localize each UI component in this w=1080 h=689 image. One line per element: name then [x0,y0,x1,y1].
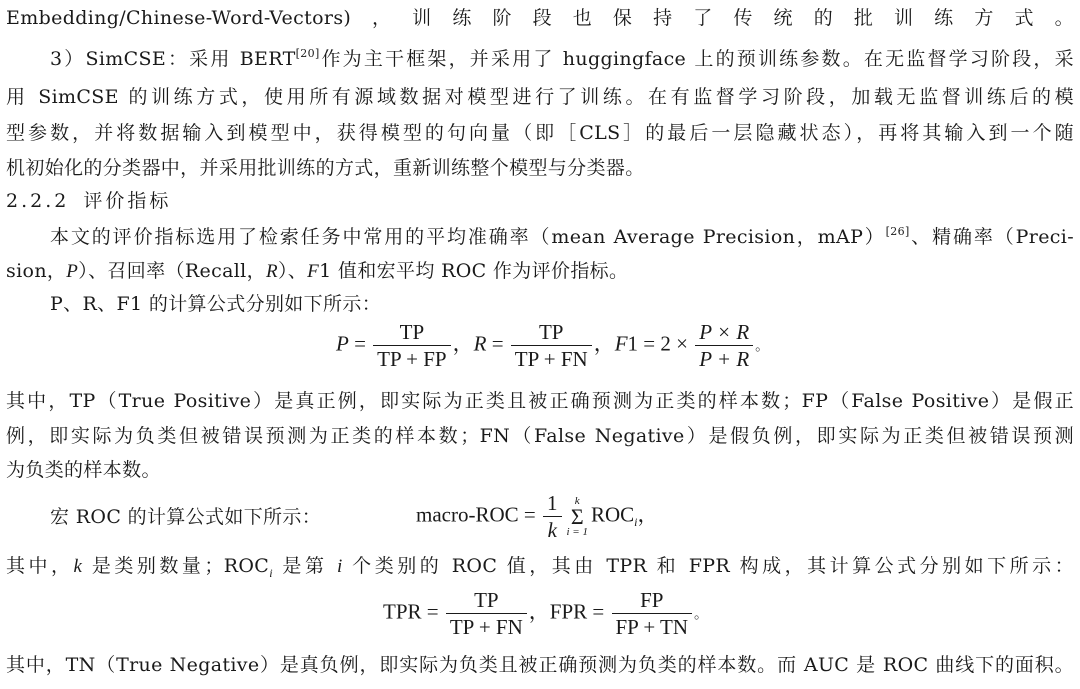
formula-period: 。 [755,339,770,355]
text-line-k-roc [6,551,1074,583]
formula-f-index: 1 [627,331,639,356]
text-fragment: 1 值和宏平均 ROC 作为评价指标。 [319,260,629,282]
formula-tpr-lhs: TPR = [383,599,444,624]
formula-f-lhs: F [614,331,628,356]
fraction-numerator: 1 [547,491,558,515]
text-line-macro-intro: 宏 ROC 的计算公式如下所示： [50,506,322,528]
text-fragment: ）、召回率（Recall， [78,260,266,282]
text-line-prf-intro: P、R、F1 的计算公式分别如下所示： [50,293,382,315]
math-subscript-i: i [269,566,273,580]
text-fragment: ）、 [277,260,308,282]
fraction-denominator: P + R [695,345,753,371]
fraction-one-over-k [543,491,562,542]
text-line-1: Embedding/Chinese-Word-Vectors)，训练阶段也保持了传统的批训练方式。 [6,7,1074,29]
text-line-5: 机初始化的分类器中，并采用批训练的方式，重新训练整个模型与分类器。 [6,157,645,179]
formula-comma: ， [593,331,615,356]
fraction-denominator: k [543,516,562,542]
formula-tpr-fpr [383,588,708,639]
citation-ref-26[interactable]: [26] [885,225,910,238]
formula-precision-recall-f1 [336,320,769,371]
text-line-tn-auc: 其中，TN（True Negative）是真负例，即实际为负类且被正确预测为负类的样本数。而 AUC 是 ROC 曲线下的面积。 [6,654,1074,676]
fraction-recall [511,320,592,371]
text-fragment: 、精确率（Preci- [909,226,1074,248]
section-title: 评价指标 [83,190,172,212]
text-line-fn: 例，即实际为负类但被错误预测为正类的样本数；FN（False Negative）是假负例，即实际为正类但被错误预测 [6,425,1074,447]
text-line-simcse [50,44,1074,74]
formula-fpr-lhs: FPR = [549,599,610,624]
fraction-fpr [612,588,693,639]
sum-lower-limit: i = 1 [566,525,588,538]
formula-macro-lhs: macro-ROC = [416,502,541,527]
formula-comma: ， [528,599,550,624]
fraction-denominator: FP + TN [612,613,693,639]
formula-p-lhs: P [336,331,349,356]
section-number: 2.2.2 [6,190,70,212]
math-symbol-k: k [73,556,83,577]
text-line-4: 型参数，并将数据输入到模型中，获得模型的句向量（即［CLS］的最后一层隐藏状态），再将其输入到一个随 [6,122,1074,144]
summation-symbol [567,496,588,538]
text-fragment: 3）SimCSE：采用 BERT [50,48,296,70]
text-fragment: 其中， [6,555,74,577]
fraction-denominator: TP + FP [373,345,450,371]
text-fragment: 是第 [272,555,337,577]
fraction-numerator: TP [399,320,425,344]
formula-roc-subscript: i [634,515,638,530]
formula-equals: = [348,331,372,356]
formula-r-lhs: R [473,331,487,356]
fraction-numerator: FP [640,588,664,612]
fraction-denominator: TP + FN [511,345,592,371]
formula-comma: ， [452,331,474,356]
text-fragment: 个类别的 ROC 值，其由 TPR 和 FPR 构成，其计算公式分别如下所示： [342,555,1074,577]
math-symbol-r: R [265,261,278,282]
citation-ref-20[interactable]: [20] [295,47,320,60]
text-fragment: 本文的评价指标选用了检索任务中常用的平均准确率（mean Average Precision，mAP） [50,226,886,248]
fraction-f1 [695,320,753,371]
text-line-fn-end: 为负类的样本数。 [6,459,161,481]
formula-macro-roc [416,491,659,542]
text-fragment: sion， [6,260,67,282]
text-line-3: 用 SimCSE 的训练方式，使用所有源域数据对模型进行了训练。在有监督学习阶段，加载无监督训练后的模 [6,86,1074,108]
math-symbol-p: P [66,261,79,282]
text-fragment: 是类别数量；ROC [82,555,270,577]
sigma-glyph: Σ [570,503,584,529]
formula-f-mid: = 2 × [638,331,694,356]
math-symbol-i: i [337,556,343,577]
text-line-metrics [50,222,1074,252]
formula-comma: ， [637,502,659,527]
text-fragment: 作为主干框架，并采用了 huggingface 上的预训练参数。在无监督学习阶段，采 [319,48,1074,70]
fraction-denominator: TP + FN [446,613,527,639]
formula-roc-term: ROC [590,502,635,527]
sum-upper-limit: k [574,494,580,507]
formula-period: 。 [694,607,709,623]
section-heading [6,186,1074,216]
math-symbol-f: F [307,261,320,282]
fraction-numerator: TP [538,320,564,344]
formula-equals: = [486,331,509,356]
fraction-numerator: P × R [699,320,750,344]
fraction-numerator: TP [474,588,499,612]
fraction-tpr [446,588,527,639]
text-line-tp-fp: 其中，TP（True Positive）是真正例，即实际为正类且被正确预测为正类的样本数；FP（False Positive）是假正 [6,390,1074,412]
fraction-precision [373,320,450,371]
text-line-metrics-cont [6,256,1074,287]
